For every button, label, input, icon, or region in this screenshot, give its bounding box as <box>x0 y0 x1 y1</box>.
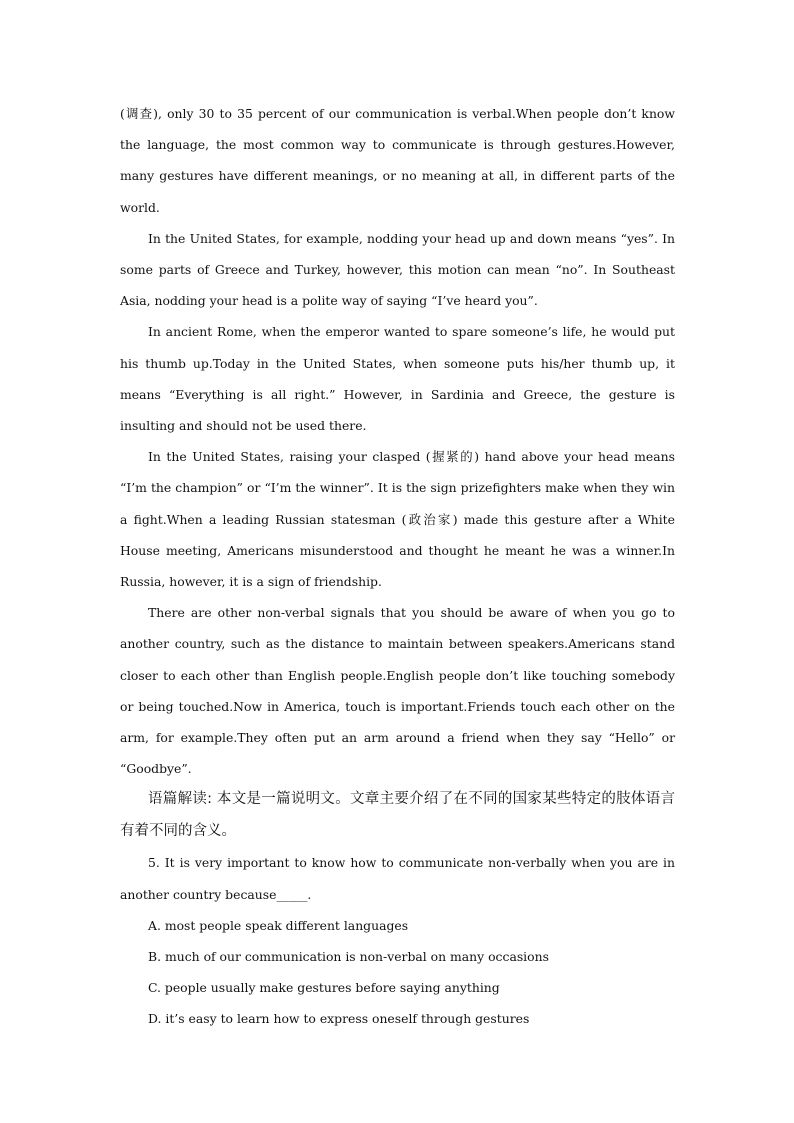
document-body <box>120 98 675 1035</box>
passage-paragraph-5: There are other non-verbal signals that you should be aware of when you go to another country, such as the distance to maintain between speakers.Americans stand closer to each other than English people.English people don’t like touching somebody or being touched.Now in America, touch is important.Friends touch each other on the arm, for example.They often put an arm around a friend when they say “Hello” or “Goodbye”. <box>120 605 675 777</box>
option-d: D. it’s easy to learn how to express oneself through gestures <box>148 1011 530 1027</box>
passage-paragraph-4: In the United States, raising your clasped (握紧的) hand above your head means “I’m the champion” or “I’m the winner”. It is the sign prizefighters make when they win a fight.When a leading Russian statesman (政治家) made this gesture after a White House meeting, Americans misunderstood and thought he meant he was a winner.In Russia, however, it is a sign of friendship. <box>120 449 675 590</box>
option-c: C. people usually make gestures before saying anything <box>148 980 500 996</box>
passage-paragraph-3: In ancient Rome, when the emperor wanted to spare someone’s life, he would put his thumb up.Today in the United States, when someone puts his/her thumb up, it means “Everything is all right.” However, in Sardinia and Greece, the gesture is insulting and should not be used there. <box>120 324 675 434</box>
passage-paragraph-1: (调查), only 30 to 35 percent of our communication is verbal.When people don’t know the language, the most common way to communicate is through gestures.However, many gestures have different meanings, or no meaning at all, in different parts of the world. <box>120 106 675 215</box>
option-a: A. most people speak different languages <box>148 917 409 933</box>
question-stem: 5. It is very important to know how to communicate non-verbally when you are in another country because_____. <box>120 855 675 902</box>
passage-analysis: 语篇解读: 本文是一篇说明文。文章主要介绍了在不同的国家某些特定的肢体语言有着不同的含义。 <box>120 791 675 839</box>
passage-paragraph-2: In the United States, for example, nodding your head up and down means “yes”. In some parts of Greece and Turkey, however, this motion can mean “no”. In Southeast Asia, nodding your head is a polite way of saying “I’ve heard you”. <box>120 230 675 309</box>
option-b: B. much of our communication is non-verbal on many occasions <box>148 949 549 965</box>
